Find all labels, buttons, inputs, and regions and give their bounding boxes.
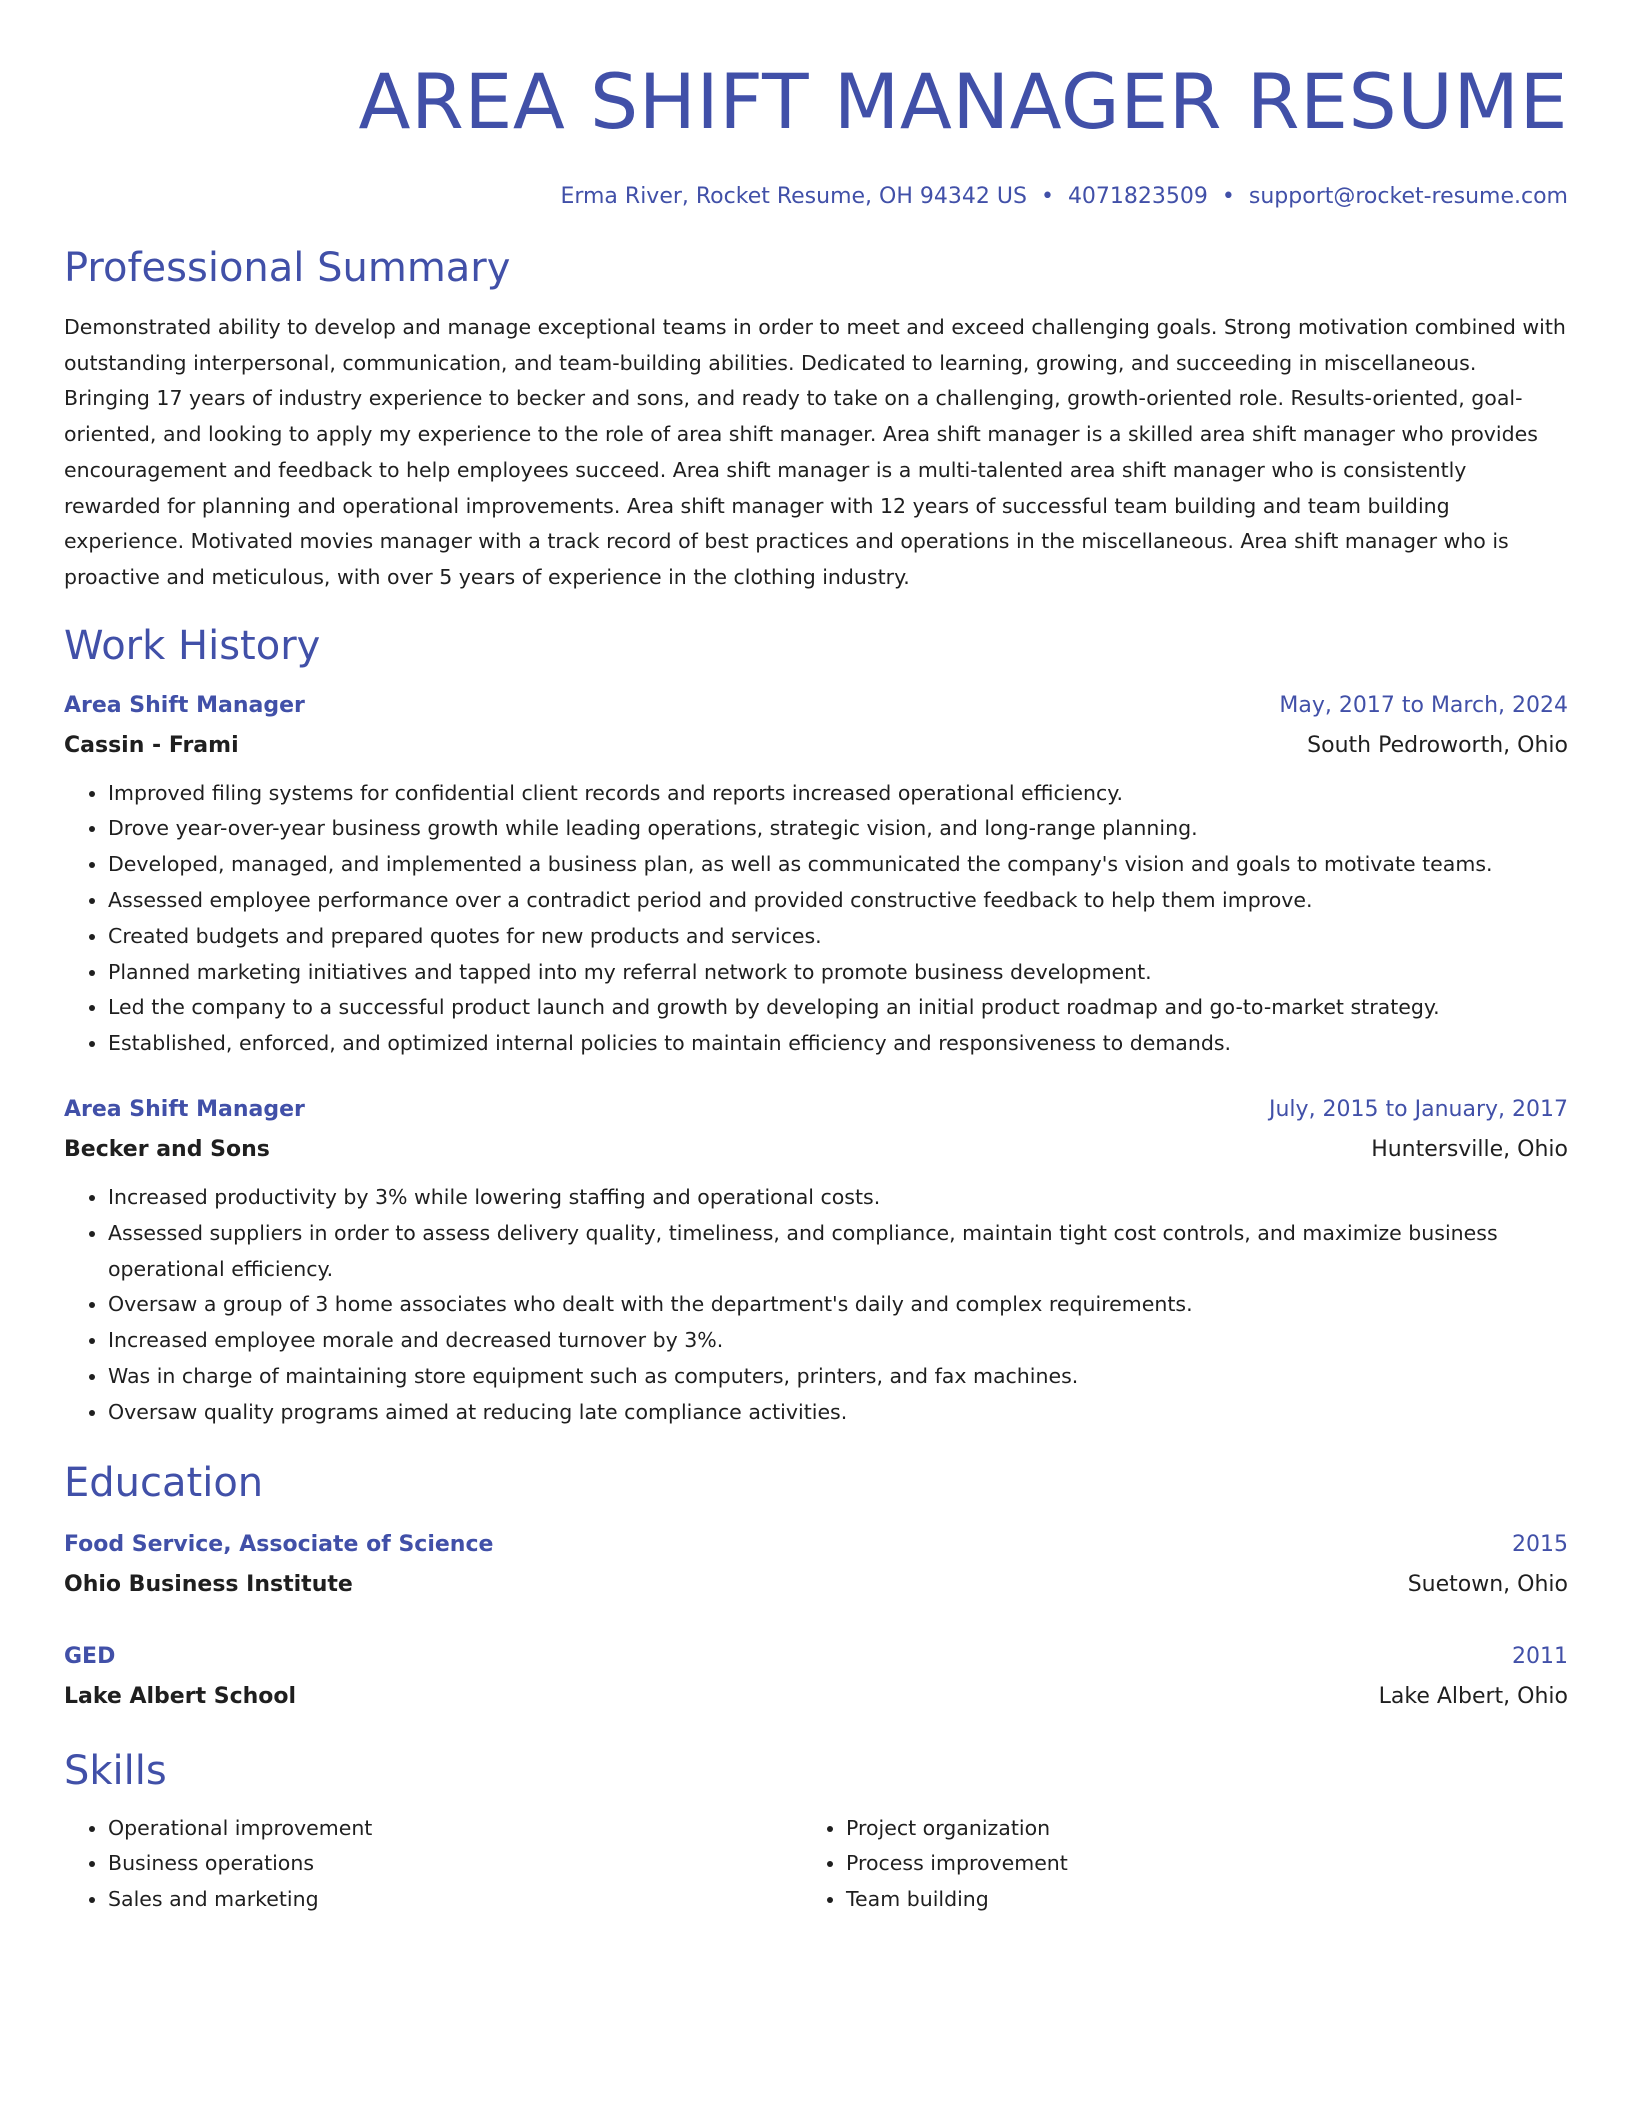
job-bullet: • Oversaw quality programs aimed at reducing late compliance activities. — [108, 1395, 1568, 1431]
job-entry — [64, 690, 1568, 1062]
contact-phone: 4071823509 — [1067, 184, 1208, 209]
skills-column-right — [802, 1811, 1540, 1918]
skill-item: • Operational improvement — [108, 1811, 802, 1847]
skills-list — [64, 1811, 1568, 1918]
job-dates: May, 2017 to March, 2024 — [1279, 692, 1568, 718]
summary-heading: Professional Summary — [64, 245, 511, 291]
work-history-heading: Work History — [64, 622, 321, 669]
contact-separator: • — [1221, 184, 1235, 209]
education-year: 2015 — [1512, 1531, 1568, 1557]
job-role: Area Shift Manager — [64, 1097, 305, 1122]
education-heading: Education — [64, 1459, 264, 1506]
summary-text: Demonstrated ability to develop and manage exceptional teams in order to meet and exceed challenging goals. Strong motivation combined with outstanding interpersonal, communication, and team-building abilities. Dedicated to learning, growing, and succeeding in miscellaneous. Bringing 17 years of industry experience to becker and sons, and ready to take on a challenging, growth-oriented role. Results-oriented, goal-oriented, and looking to apply my experience to the role of area shift manager. Area shift manager is a skilled area shift manager who provides encouragement and feedback to help employees succeed. Area shift manager is a multi-talented area shift manager who is consistently rewarded for planning and operational improvements. Area shift manager with 12 years of successful team building and team building experience. Motivated movies manager with a track record of best practices and operations in the miscellaneous. Area shift manager who is proactive and meticulous, with over 5 years of experience in the clothing industry. — [64, 315, 1566, 589]
job-bullet: • Established, enforced, and optimized internal policies to maintain efficiency and responsiveness to demands. — [108, 1026, 1568, 1062]
job-role: Area Shift Manager — [64, 692, 305, 718]
job-bullet: • Drove year-over-year business growth while leading operations, strategic vision, and long-range planning. — [108, 811, 1568, 847]
job-entry — [64, 1094, 1568, 1431]
education-location: Suetown, Ohio — [1407, 1571, 1568, 1597]
job-bullet: • Improved filing systems for confidential client records and reports increased operational efficiency. — [108, 776, 1568, 812]
skills-heading: Skills — [64, 1747, 167, 1794]
job-dates: July, 2015 to January, 2017 — [1269, 1097, 1568, 1122]
education-school: Lake Albert School — [64, 1683, 297, 1709]
education-entry — [64, 1529, 1568, 1601]
job-bullets — [64, 1180, 1568, 1431]
skill-item: • Business operations — [108, 1846, 802, 1882]
contact-address: Erma River, Rocket Resume, OH 94342 US — [560, 184, 1027, 209]
job-location: South Pedroworth, Ohio — [1307, 732, 1568, 758]
education-year: 2011 — [1512, 1643, 1568, 1669]
job-bullet: • Increased employee morale and decreased turnover by 3%. — [108, 1323, 1568, 1359]
education-school-row — [64, 1673, 1568, 1713]
skill-item: • Sales and marketing — [108, 1882, 802, 1918]
job-location: Huntersville, Ohio — [1371, 1137, 1568, 1162]
skill-item: • Process improvement — [846, 1846, 1540, 1882]
job-bullet: • Created budgets and prepared quotes for new products and services. — [108, 919, 1568, 955]
job-header-row — [64, 1094, 1568, 1126]
job-company: Cassin - Frami — [64, 732, 239, 758]
job-company: Becker and Sons — [64, 1137, 270, 1162]
job-header-row — [64, 690, 1568, 722]
job-company-row — [64, 722, 1568, 762]
education-header-row — [64, 1529, 1568, 1561]
education-header-row — [64, 1641, 1568, 1673]
job-bullet: • Oversaw a group of 3 home associates who dealt with the department's daily and complex requirements. — [108, 1287, 1568, 1323]
job-bullet: • Assessed employee performance over a contradict period and provided constructive feedback to help them improve. — [108, 883, 1568, 919]
education-entry — [64, 1641, 1568, 1713]
contact-separator: • — [1040, 184, 1054, 209]
job-bullet: • Assessed suppliers in order to assess delivery quality, timeliness, and compliance, maintain tight cost controls, and maximize business operational efficiency. — [108, 1216, 1568, 1288]
skill-item: • Team building — [846, 1882, 1540, 1918]
job-bullets — [64, 776, 1568, 1062]
education-school-row — [64, 1561, 1568, 1601]
contact-email: support@rocket-resume.com — [1248, 184, 1568, 209]
resume-title: AREA SHIFT MANAGER RESUME — [358, 57, 1568, 146]
job-company-row — [64, 1126, 1568, 1166]
job-bullet: • Planned marketing initiatives and tapped into my referral network to promote business development. — [108, 955, 1568, 991]
job-bullet: • Developed, managed, and implemented a business plan, as well as communicated the company's vision and goals to motivate teams. — [108, 847, 1568, 883]
education-degree: GED — [64, 1643, 116, 1669]
contact-line — [64, 182, 1568, 212]
skill-item: • Project organization — [846, 1811, 1540, 1847]
job-bullet: • Was in charge of maintaining store equipment such as computers, printers, and fax machines. — [108, 1359, 1568, 1395]
job-bullet: • Led the company to a successful product launch and growth by developing an initial product roadmap and go-to-market strategy. — [108, 990, 1568, 1026]
education-location: Lake Albert, Ohio — [1378, 1683, 1568, 1709]
job-bullet: • Increased productivity by 3% while lowering staffing and operational costs. — [108, 1180, 1568, 1216]
education-school: Ohio Business Institute — [64, 1571, 353, 1597]
skills-column-left — [64, 1811, 802, 1918]
education-degree: Food Service, Associate of Science — [64, 1531, 494, 1557]
